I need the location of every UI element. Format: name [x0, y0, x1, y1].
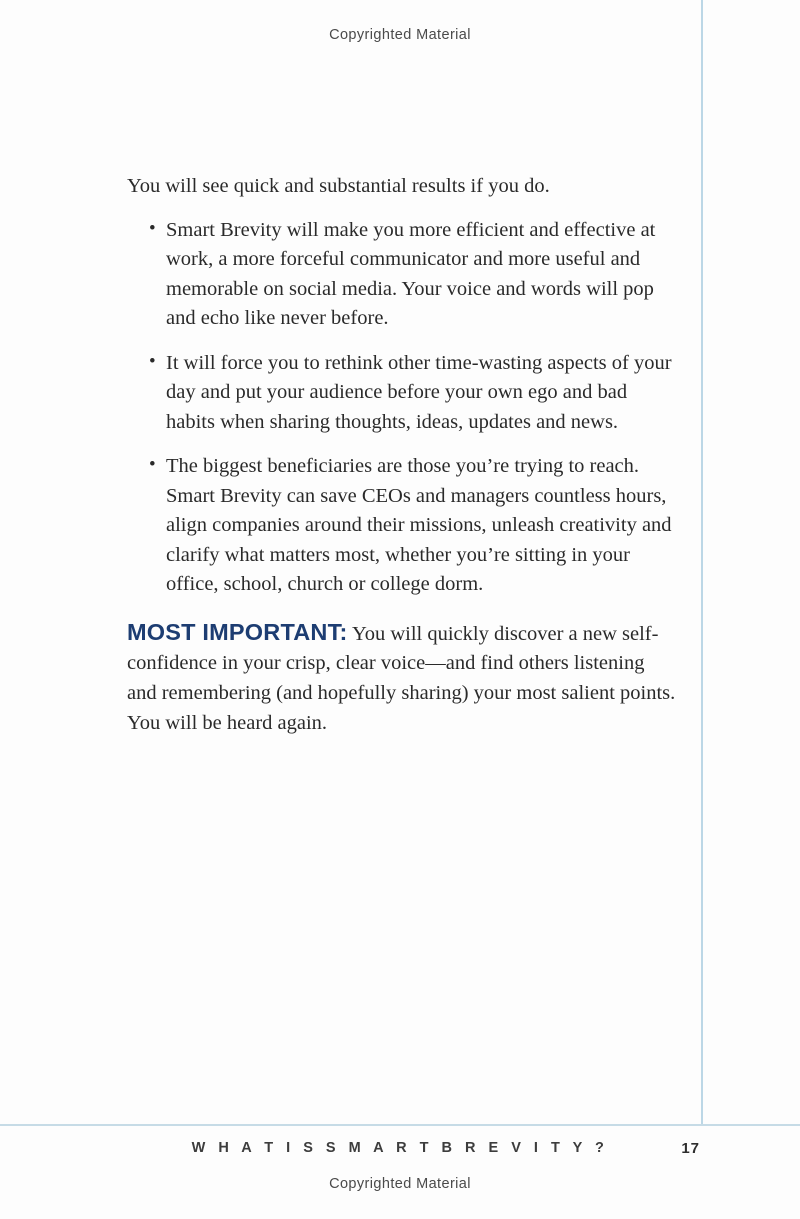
bullet-icon: • [149, 350, 156, 372]
bullet-list [127, 216, 677, 600]
bullet-text: Smart Brevity will make you more efficient and effective at work, a more forceful communicator and more useful and memorable on social media. Your voice and words will pop and echo like never before. [166, 218, 656, 330]
copyright-notice-bottom: Copyrighted Material [329, 1176, 471, 1192]
list-item [149, 216, 677, 334]
bullet-text: It will force you to rethink other time-wasting aspects of your day and put your audience before your own ego and bad habits when sharing thoughts, ideas, updates and news. [166, 351, 672, 433]
bullet-text: The biggest beneficiaries are those you’re trying to reach. Smart Brevity can save CEOs and managers countless hours, align companies around their missions, unleash creativity and clarify what matters most, whether you’re sitting in your office, school, church or college dorm. [166, 455, 672, 596]
page-number: 17 [681, 1140, 700, 1157]
copyright-notice-top: Copyrighted Material [329, 27, 471, 43]
highlight-paragraph [127, 615, 677, 739]
page-edge-line-vertical [701, 0, 703, 1125]
highlight-text: You will quickly discover a new self-confidence in your crisp, clear voice—and find others listening and remembering (and hopefully sharing) your most salient points. You will be heard again. [127, 622, 676, 734]
list-item [149, 452, 677, 600]
intro-paragraph: You will see quick and substantial results if you do. [127, 175, 550, 197]
highlight-label: MOST IMPORTANT: [127, 618, 348, 645]
bullet-icon: • [149, 454, 156, 476]
bullet-icon: • [149, 217, 156, 239]
chapter-title-footer: W H A T I S S M A R T B R E V I T Y ? [191, 1140, 609, 1156]
page-body [127, 172, 677, 739]
footer-divider [0, 1124, 800, 1126]
list-item [149, 349, 677, 438]
